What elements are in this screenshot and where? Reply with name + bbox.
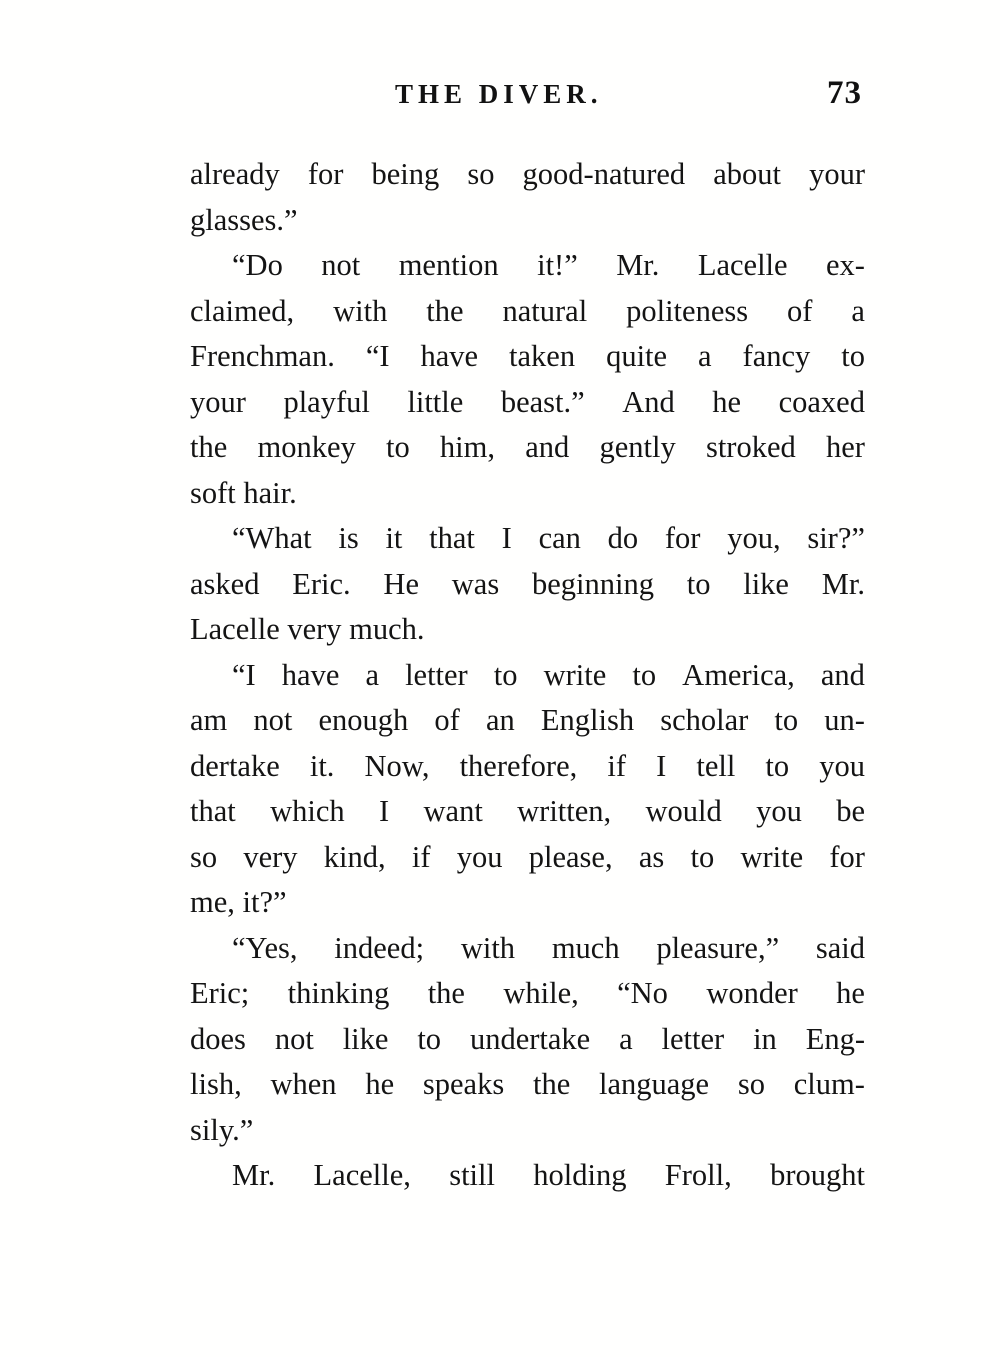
paragraph — [190, 926, 865, 1154]
text-line: so very kind, if you please, as to write for — [190, 839, 865, 874]
page-number: 73 — [827, 75, 862, 111]
page-body — [190, 152, 865, 1199]
text-line: already for being so good-natured about your — [190, 157, 865, 191]
text-line: lish, when he speaks the language so clum- — [190, 1067, 865, 1101]
text-line: Eric; thinking the while, “No wonder he — [190, 976, 865, 1010]
text-line: your playful little beast.” And he coaxed — [190, 384, 865, 419]
text-line: me, it?” — [190, 885, 287, 919]
text-line: Lacelle very much. — [190, 612, 425, 646]
text-line: Mr. Lacelle, still holding Froll, brought — [232, 1158, 865, 1192]
text-line: that which I want written, would you be — [190, 794, 865, 828]
paragraph — [190, 516, 865, 653]
text-line: the monkey to him, and gently stroked her — [190, 430, 865, 464]
text-line: asked Eric. He was beginning to like Mr. — [190, 566, 865, 601]
text-line: Frenchman. “I have taken quite a fancy to — [190, 339, 865, 373]
text-line: “What is it that I can do for you, sir?” — [232, 521, 865, 555]
running-title: THE DIVER. — [395, 79, 603, 109]
text-line: “Yes, indeed; with much pleasure,” said — [232, 930, 865, 965]
text-line: claimed, with the natural politeness of a — [190, 293, 865, 328]
paragraph — [190, 1153, 865, 1199]
paragraph — [190, 653, 865, 926]
text-line: “I have a letter to write to America, and — [232, 657, 865, 692]
paragraph — [190, 152, 865, 243]
text-line: does not like to undertake a letter in Eng- — [190, 1021, 865, 1056]
text-line: “Do not mention it!” Mr. Lacelle ex- — [232, 248, 865, 282]
page-header — [190, 75, 862, 112]
paragraph — [190, 243, 865, 516]
text-line: sily.” — [190, 1112, 254, 1147]
text-line: soft hair. — [190, 475, 297, 510]
text-line: am not enough of an English scholar to un- — [190, 703, 865, 737]
text-line: dertake it. Now, therefore, if I tell to you — [190, 748, 865, 783]
text-line: glasses.” — [190, 202, 298, 237]
